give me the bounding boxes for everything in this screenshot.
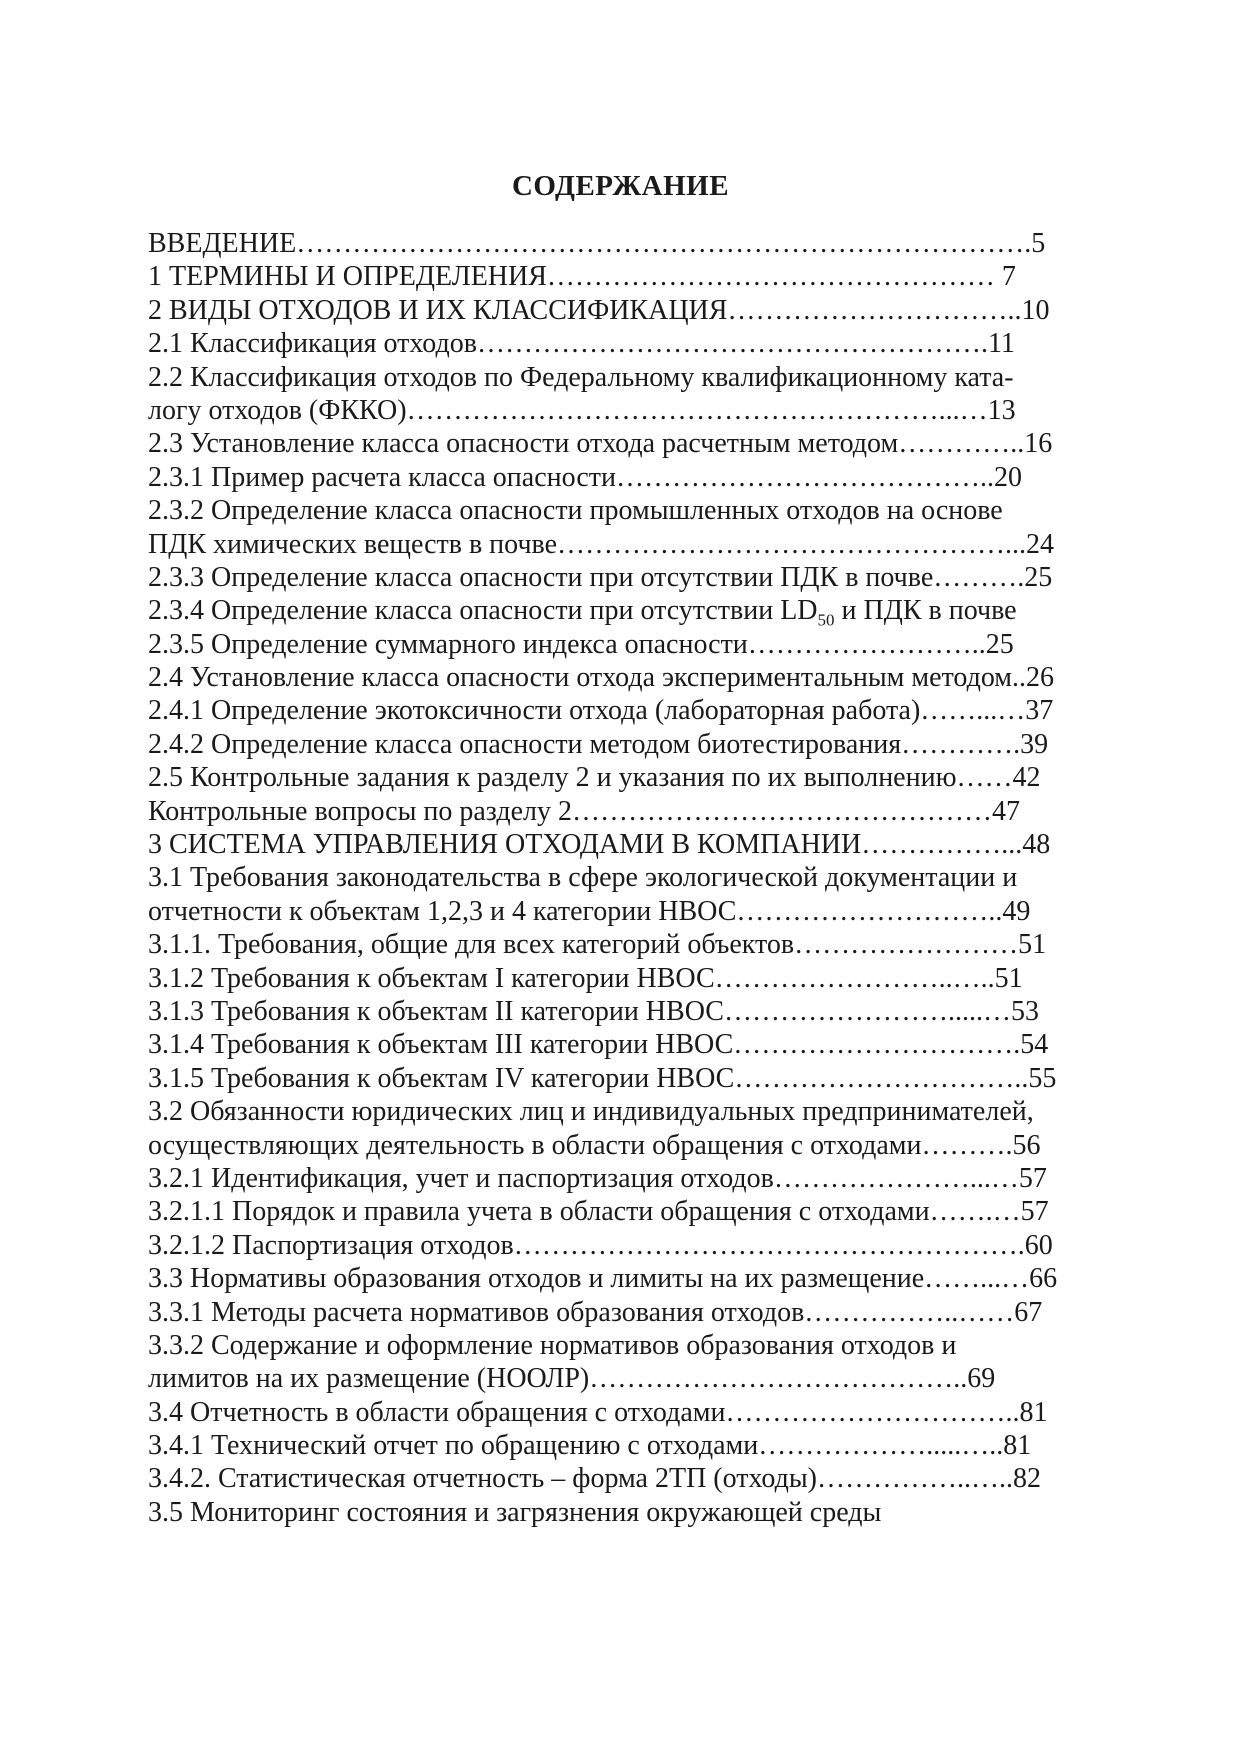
toc-line: ПДК химических веществ в почве…………………………………………...24 [148, 528, 1055, 560]
toc-line: 2.4 Установление класса опасности отхода экспериментальным методом..26 [148, 662, 1055, 694]
toc-line: 3.4.2. Статистическая отчетность – форма 2ТП (отходы)……………..…..82 [148, 1463, 1042, 1495]
toc-line: 2.3 Установление класса опасности отхода расчетным методом…………..16 [148, 428, 1053, 460]
toc-line: 3.1.4 Требования к объектам III категории НВОС………………………….54 [148, 1029, 1049, 1061]
toc-line: 3.4.1 Технический отчет по обращению с отходами……………….....…..81 [148, 1430, 1032, 1462]
toc-line: 2.4.1 Определение экотоксичности отхода (лабораторная работа)……...…37 [148, 695, 1054, 727]
toc-line: ВВЕДЕНИЕ…………………………………………………………………….5 [148, 228, 1046, 259]
toc-line: 2.5 Контрольные задания к разделу 2 и указания по их выполнению……42 [148, 762, 1041, 794]
toc-line: 3.2 Обязанности юридических лиц и индивидуальных предпринимателей, [148, 1096, 1034, 1128]
toc-line: 2.3.3 Определение класса опасности при отсутствии ПДК в почве……….25 [148, 561, 1053, 593]
toc-line: 2.2 Классификация отходов по Федеральному квалификационному ката- [148, 361, 1014, 393]
toc-line: 3.3.1 Методы расчета нормативов образования отходов……………..……67 [148, 1296, 1043, 1328]
toc-line: 3.2.1.2 Паспортизация отходов……………………………………………….60 [148, 1229, 1053, 1261]
toc-line: логу отходов (ФККО)…………………………………………………...…13 [148, 394, 1016, 426]
toc-line: 2 ВИДЫ ОТХОДОВ И ИХ КЛАССИФИКАЦИЯ…………………………..10 [148, 294, 1050, 326]
toc-line: 3.1 Требования законодательства в сфере экологической документации и [148, 862, 1018, 894]
toc-line: 2.4.2 Определение класса опасности методом биотестирования………….39 [148, 728, 1049, 760]
subscript: 50 [817, 610, 835, 628]
toc-line: 3.1.1. Требования, общие для всех категорий объектов……………………51 [148, 929, 1047, 961]
toc-line: 2.3.1 Пример расчета класса опасности…………………………………..20 [148, 461, 1022, 493]
toc-line: 3 СИСТЕМА УПРАВЛЕНИЯ ОТХОДАМИ В КОМПАНИИ……………...48 [148, 829, 1051, 861]
toc-line: 2.1 Классификация отходов……………………………………………….11 [148, 328, 1015, 360]
toc-line: лимитов на их размещение (НООЛР)…………………………………..69 [148, 1363, 996, 1395]
toc-line: 3.3 Нормативы образования отходов и лимиты на их размещение……...…66 [148, 1263, 1058, 1295]
toc-line: 3.1.5 Требования к объектам IV категории НВОС…………………………..55 [148, 1062, 1057, 1094]
toc-line: 3.1.2 Требования к объектам I категории НВОС……………………..…..51 [148, 962, 1023, 994]
toc-line: 3.3.2 Содержание и оформление нормативов образования отходов и [148, 1329, 957, 1361]
toc-line: 3.5 Мониторинг состояния и загрязнения окружающей среды [148, 1496, 882, 1528]
toc-line: 1 ТЕРМИНЫ И ОПРЕДЕЛЕНИЯ………………………………………… 7 [148, 261, 1016, 293]
toc-line: 3.2.1 Идентификация, учет и паспортизация отходов…………………...…57 [148, 1162, 1047, 1194]
table-of-contents [148, 227, 1093, 1529]
toc-line: отчетности к объектам 1,2,3 и 4 категории НВОС………………………..49 [148, 895, 1031, 927]
toc-line-text: 2.3.4 Определение класса опасности при отсутствии LD [148, 595, 818, 627]
toc-line-text: и ПДК в почве [834, 595, 1017, 627]
toc-line: осуществляющих деятельность в области обращения с отходами……….56 [148, 1129, 1041, 1161]
page-title: СОДЕРЖАНИЕ [511, 170, 730, 202]
toc-line: 2.3.2 Определение класса опасности промышленных отходов на основе [148, 495, 1003, 527]
toc-line: 3.4 Отчетность в области обращения с отходами…………………………..81 [148, 1396, 1048, 1428]
toc-line: 2.3.5 Определение суммарного индекса опасности……………………..25 [148, 628, 1014, 660]
toc-line [148, 594, 1093, 627]
toc-line: 3.1.3 Требования к объектам II категории НВОС…………………….....…53 [148, 995, 1039, 1027]
toc-line: 3.2.1.1 Порядок и правила учета в области обращения с отходами…….…57 [148, 1196, 1049, 1228]
toc-line: Контрольные вопросы по разделу 2………………………………………47 [148, 795, 1021, 827]
